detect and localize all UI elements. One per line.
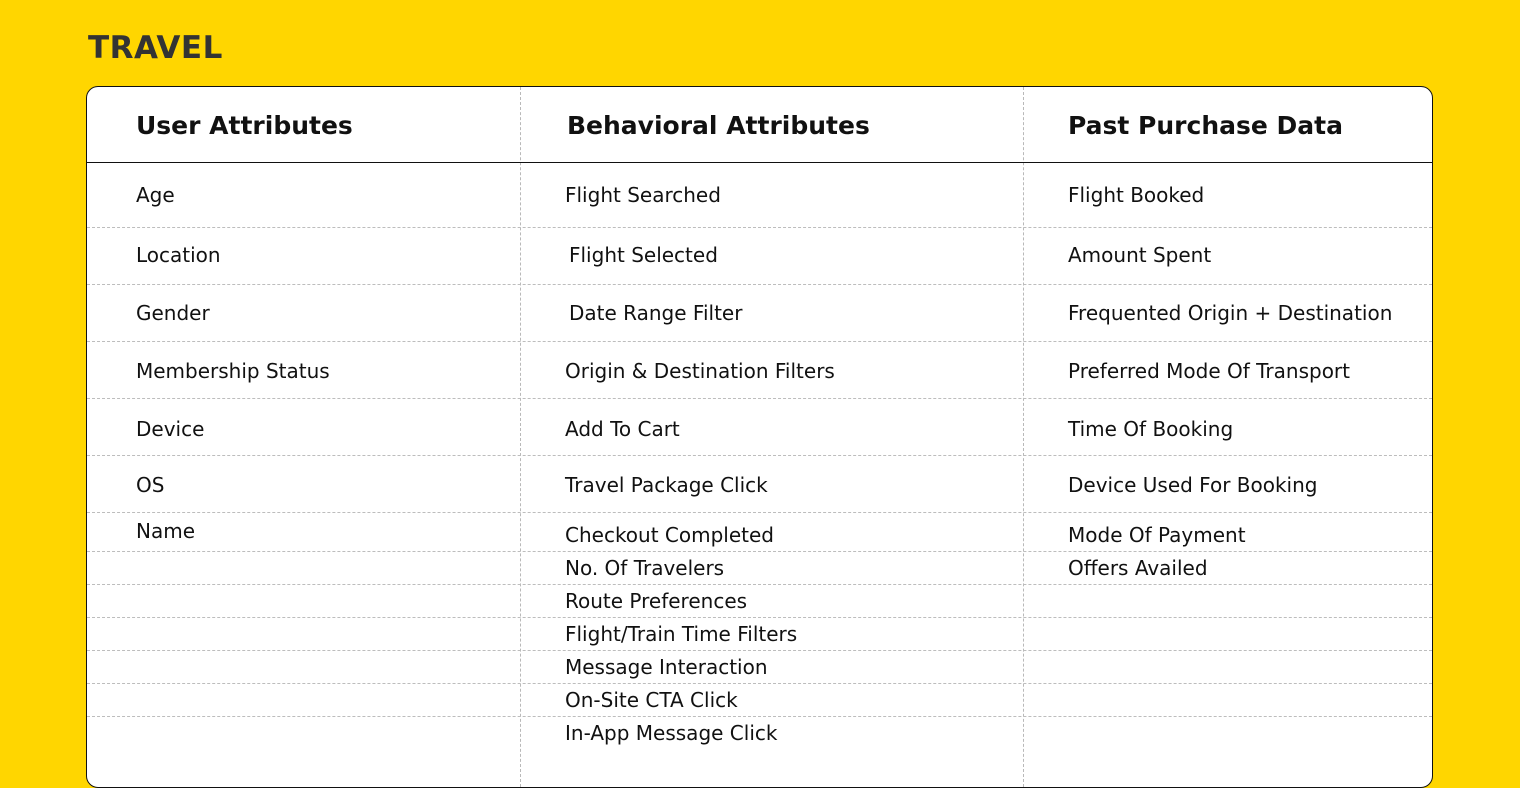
header-user-attributes: User Attributes (136, 111, 353, 140)
row-divider (87, 716, 1432, 717)
row-divider (87, 584, 1432, 585)
table-cell: Message Interaction (565, 655, 768, 679)
table-cell: Membership Status (136, 359, 330, 383)
table-cell: Route Preferences (565, 589, 748, 613)
table-cell: Flight/Train Time Filters (565, 622, 798, 646)
table-cell: Name (136, 519, 196, 543)
row-divider (87, 551, 1432, 552)
page-title: TRAVEL (88, 30, 223, 66)
table-cell: No. Of Travelers (565, 556, 725, 580)
table-cell: Device (136, 417, 205, 441)
table-header (87, 87, 1432, 163)
column-divider (520, 87, 521, 787)
table-cell: Flight Searched (565, 183, 721, 207)
table-cell: Add To Cart (565, 417, 680, 441)
header-behavioral-attributes: Behavioral Attributes (567, 111, 870, 140)
row-divider (87, 284, 1432, 285)
row-divider (87, 227, 1432, 228)
table-cell: Amount Spent (1068, 243, 1212, 267)
table-cell: Time Of Booking (1068, 417, 1234, 441)
table-cell: Mode Of Payment (1068, 523, 1246, 547)
table-cell: OS (136, 473, 165, 497)
table-cell: Gender (136, 301, 210, 325)
table-cell: Checkout Completed (565, 523, 775, 547)
attributes-table (86, 86, 1433, 788)
table-cell: Offers Availed (1068, 556, 1208, 580)
table-cell: In-App Message Click (565, 721, 778, 745)
row-divider (87, 683, 1432, 684)
table-cell: Origin & Destination Filters (565, 359, 835, 383)
column-divider (1023, 87, 1024, 787)
row-divider (87, 650, 1432, 651)
table-cell: Flight Booked (1068, 183, 1205, 207)
row-divider (87, 398, 1432, 399)
row-divider (87, 617, 1432, 618)
table-cell: Location (136, 243, 221, 267)
row-divider (87, 512, 1432, 513)
row-divider (87, 341, 1432, 342)
table-cell: Travel Package Click (565, 473, 768, 497)
row-divider (87, 455, 1432, 456)
table-cell: Flight Selected (569, 243, 718, 267)
table-cell: Preferred Mode Of Transport (1068, 359, 1350, 383)
table-cell: Device Used For Booking (1068, 473, 1318, 497)
table-cell: Date Range Filter (569, 301, 743, 325)
table-cell: Frequented Origin + Destination (1068, 301, 1393, 325)
table-cell: On-Site CTA Click (565, 688, 738, 712)
table-cell: Age (136, 183, 175, 207)
header-past-purchase-data: Past Purchase Data (1068, 111, 1343, 140)
